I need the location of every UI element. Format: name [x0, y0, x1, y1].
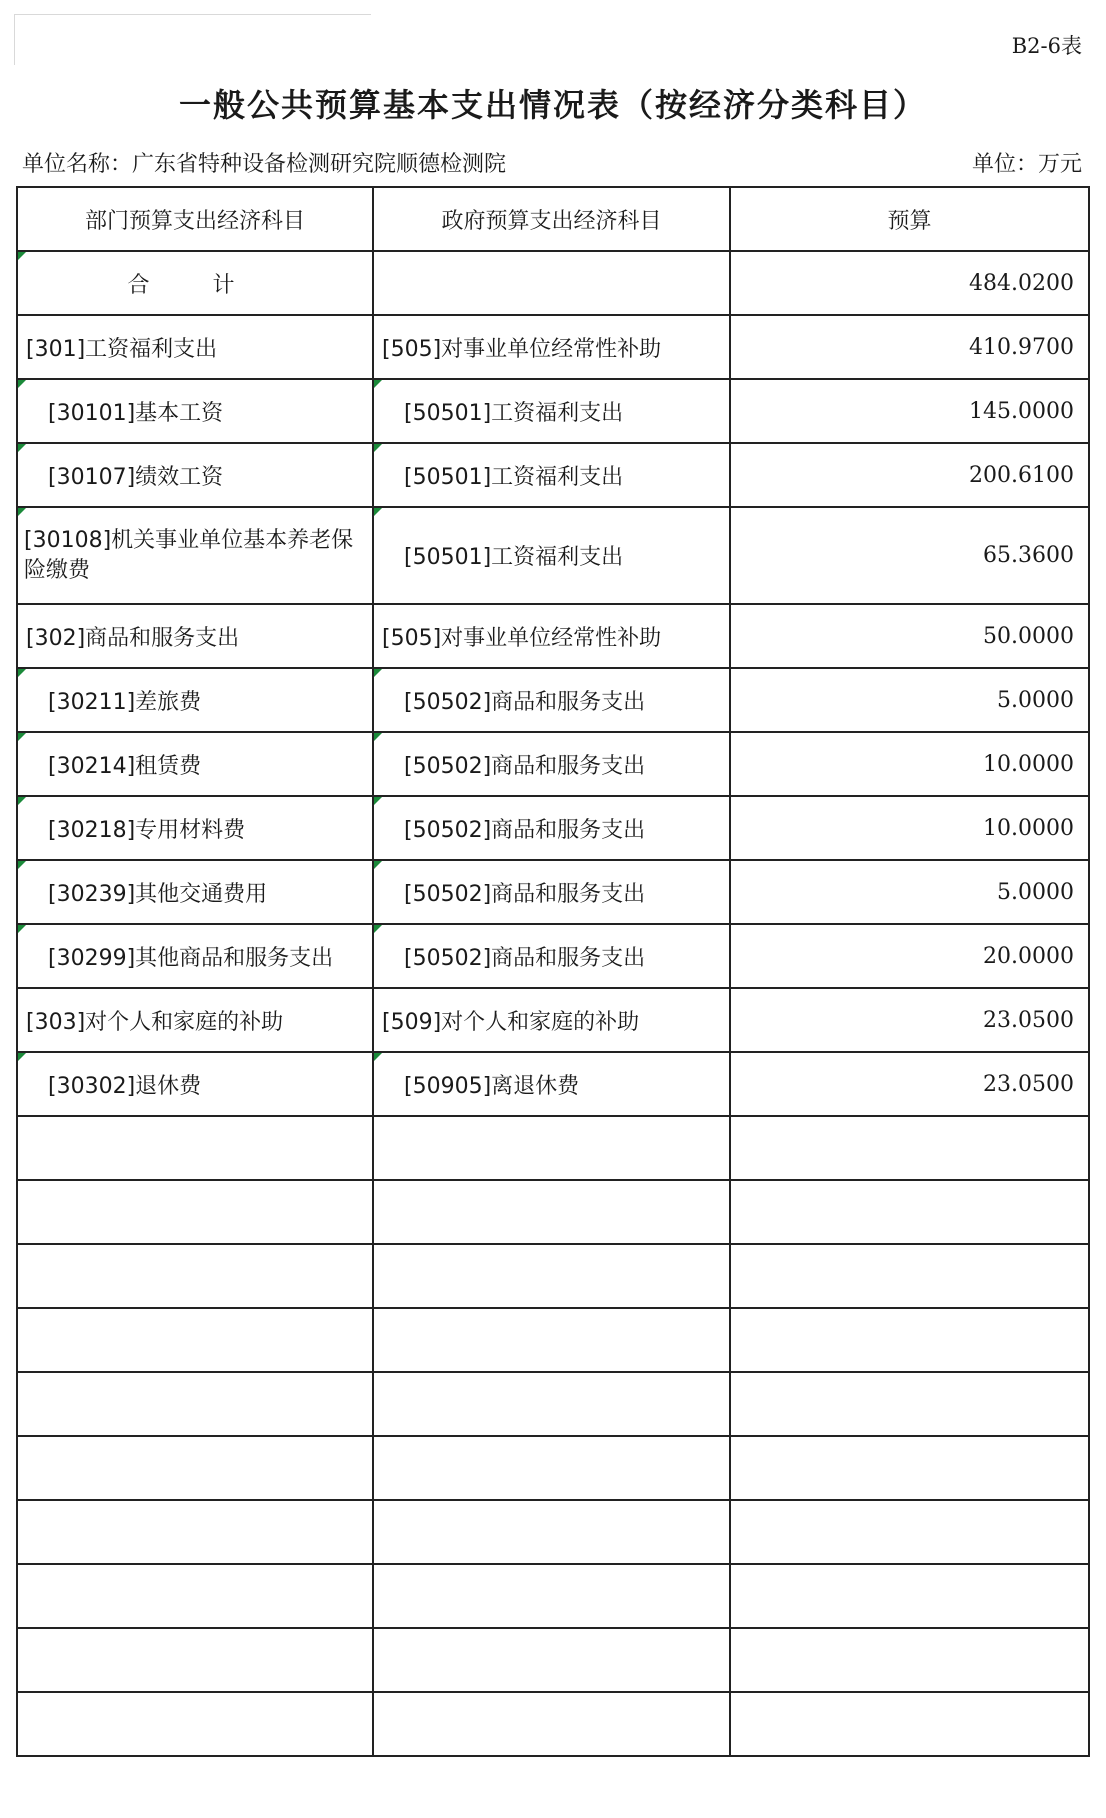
- table-row: [17, 379, 1089, 443]
- table-row: [17, 1052, 1089, 1116]
- empty-cell: [373, 1628, 730, 1692]
- empty-cell: [730, 1372, 1089, 1436]
- dept-subject-cell: [30218]专用材料费: [17, 796, 373, 860]
- empty-cell: [17, 1564, 373, 1628]
- empty-cell: [17, 1436, 373, 1500]
- empty-cell: [17, 1116, 373, 1180]
- amount-cell: 5.0000: [730, 860, 1089, 924]
- empty-row: [17, 1244, 1089, 1308]
- amount-cell: 23.0500: [730, 1052, 1089, 1116]
- empty-cell: [730, 1308, 1089, 1372]
- table-row: [17, 315, 1089, 379]
- empty-row: [17, 1372, 1089, 1436]
- total-gov-cell: [373, 251, 730, 315]
- empty-cell: [17, 1308, 373, 1372]
- gov-subject-cell: [50501]工资福利支出: [373, 443, 730, 507]
- empty-row: [17, 1500, 1089, 1564]
- amount-cell: 5.0000: [730, 668, 1089, 732]
- table-row: [17, 604, 1089, 668]
- dept-subject-cell: [30101]基本工资: [17, 379, 373, 443]
- gov-subject-cell: [50502]商品和服务支出: [373, 860, 730, 924]
- empty-row: [17, 1692, 1089, 1756]
- page-title: 一般公共预算基本支出情况表（按经济分类科目）: [178, 86, 927, 124]
- dept-subject-cell: [303]对个人和家庭的补助: [17, 988, 373, 1052]
- empty-cell: [373, 1244, 730, 1308]
- total-label: 合 计: [17, 251, 373, 315]
- gov-subject-cell: [50502]商品和服务支出: [373, 796, 730, 860]
- empty-row: [17, 1564, 1089, 1628]
- empty-cell: [373, 1500, 730, 1564]
- dept-subject-cell: [30108]机关事业单位基本养老保险缴费: [17, 507, 373, 604]
- total-amount: 484.0200: [730, 251, 1089, 315]
- amount-cell: 23.0500: [730, 988, 1089, 1052]
- empty-cell: [17, 1372, 373, 1436]
- empty-cell: [373, 1692, 730, 1756]
- empty-cell: [17, 1628, 373, 1692]
- empty-cell: [730, 1116, 1089, 1180]
- gov-subject-cell: [50502]商品和服务支出: [373, 924, 730, 988]
- gov-subject-cell: [50905]离退休费: [373, 1052, 730, 1116]
- dept-subject-cell: [30239]其他交通费用: [17, 860, 373, 924]
- empty-cell: [17, 1244, 373, 1308]
- unit-name: 单位名称：广东省特种设备检测研究院顺德检测院: [22, 152, 507, 177]
- budget-table: [16, 186, 1090, 1757]
- unit-label: 单位：万元: [971, 152, 1082, 177]
- dept-subject-cell: [30299]其他商品和服务支出: [17, 924, 373, 988]
- dept-subject-cell: [30302]退休费: [17, 1052, 373, 1116]
- amount-cell: 410.9700: [730, 315, 1089, 379]
- gov-subject-cell: [50502]商品和服务支出: [373, 668, 730, 732]
- amount-cell: 10.0000: [730, 732, 1089, 796]
- empty-cell: [730, 1436, 1089, 1500]
- empty-cell: [373, 1372, 730, 1436]
- empty-row: [17, 1628, 1089, 1692]
- table-row: [17, 988, 1089, 1052]
- empty-cell: [730, 1180, 1089, 1244]
- empty-cell: [730, 1244, 1089, 1308]
- empty-cell: [730, 1500, 1089, 1564]
- dept-subject-cell: [30107]绩效工资: [17, 443, 373, 507]
- empty-cell: [17, 1500, 373, 1564]
- amount-cell: 200.6100: [730, 443, 1089, 507]
- empty-cell: [17, 1692, 373, 1756]
- gov-subject-cell: [50501]工资福利支出: [373, 507, 730, 604]
- empty-row: [17, 1436, 1089, 1500]
- table-row: [17, 668, 1089, 732]
- empty-cell: [373, 1308, 730, 1372]
- table-row: [17, 796, 1089, 860]
- gov-subject-cell: [50502]商品和服务支出: [373, 732, 730, 796]
- column-header-gov: 政府预算支出经济科目: [373, 187, 730, 251]
- empty-row: [17, 1180, 1089, 1244]
- gov-subject-cell: [50501]工资福利支出: [373, 379, 730, 443]
- empty-cell: [730, 1628, 1089, 1692]
- empty-cell: [373, 1116, 730, 1180]
- table-row: [17, 732, 1089, 796]
- dept-subject-cell: [30214]租赁费: [17, 732, 373, 796]
- empty-cell: [730, 1692, 1089, 1756]
- column-header-dept: 部门预算支出经济科目: [17, 187, 373, 251]
- table-row: [17, 860, 1089, 924]
- header-row: [17, 187, 1089, 251]
- empty-cell: [17, 1180, 373, 1244]
- amount-cell: 145.0000: [730, 379, 1089, 443]
- table-row: [17, 507, 1089, 604]
- empty-row: [17, 1308, 1089, 1372]
- table-row: [17, 924, 1089, 988]
- empty-cell: [373, 1564, 730, 1628]
- form-code: B2-6表: [1011, 34, 1082, 58]
- amount-cell: 50.0000: [730, 604, 1089, 668]
- corner-decoration: [14, 14, 371, 65]
- total-row: [17, 251, 1089, 315]
- table-row: [17, 443, 1089, 507]
- gov-subject-cell: [505]对事业单位经常性补助: [373, 604, 730, 668]
- amount-cell: 20.0000: [730, 924, 1089, 988]
- column-header-amount: 预算: [730, 187, 1089, 251]
- dept-subject-cell: [301]工资福利支出: [17, 315, 373, 379]
- dept-subject-cell: [302]商品和服务支出: [17, 604, 373, 668]
- empty-row: [17, 1116, 1089, 1180]
- empty-cell: [373, 1180, 730, 1244]
- empty-cell: [730, 1564, 1089, 1628]
- amount-cell: 10.0000: [730, 796, 1089, 860]
- empty-cell: [373, 1436, 730, 1500]
- dept-subject-cell: [30211]差旅费: [17, 668, 373, 732]
- amount-cell: 65.3600: [730, 507, 1089, 604]
- gov-subject-cell: [509]对个人和家庭的补助: [373, 988, 730, 1052]
- gov-subject-cell: [505]对事业单位经常性补助: [373, 315, 730, 379]
